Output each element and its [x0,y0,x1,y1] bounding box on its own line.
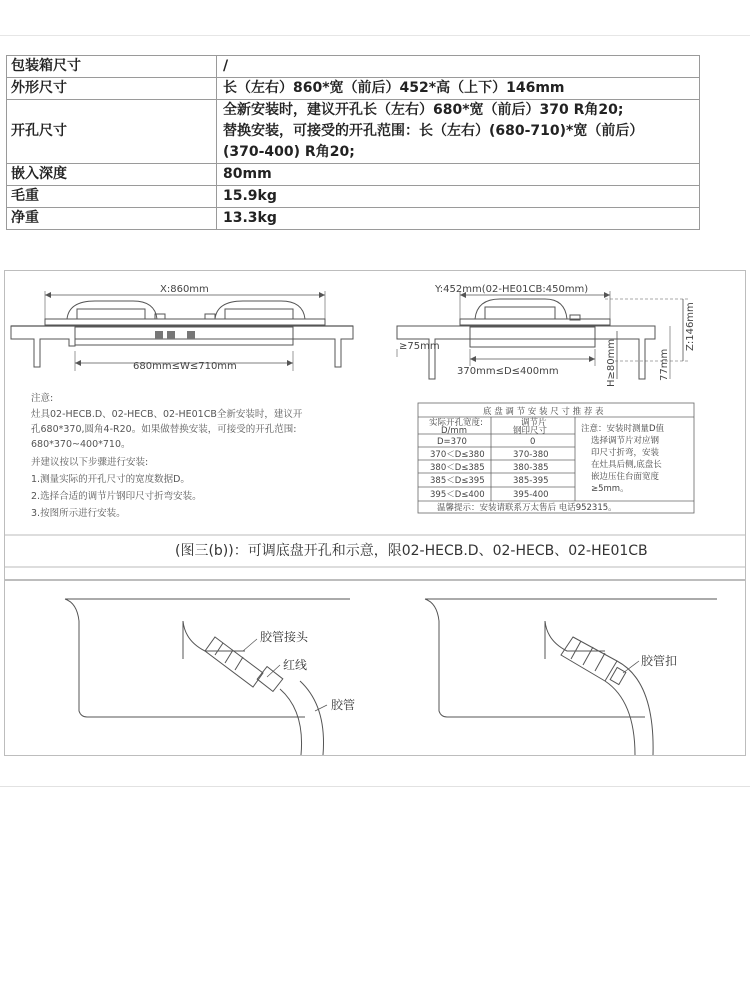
bottom-divider [0,786,750,787]
spec-label: 嵌入深度 [7,164,217,186]
spec-value: 13.3kg [217,208,700,230]
note-line: 3.按图所示进行安装。 [31,508,126,519]
hob-body-front [75,327,293,345]
table-title: 底 盘 调 节 安 装 尺 寸 推 荐 表 [483,407,604,417]
dim-77-label: 77mm [659,348,670,381]
table-side-note: 嵌边压住台面宽度 [591,472,660,482]
burner-right [215,301,305,319]
note-line: 1.测量实际的开孔尺寸的宽度数据D。 [31,474,190,485]
note-line: 灶具02-HECB.D、02-HECB、02-HE01CB全新安装时，建议开 [31,409,303,420]
install-notes [31,392,303,519]
installation-diagram-frame [4,270,746,580]
label-clamp: 胶管扣 [641,654,678,668]
table-side-note: 印尺寸折弯，安装 [591,448,660,458]
cutout-line-2: 替换安装，可接受的开孔范围：长（左右）(680-710)*宽（前后） [223,123,644,139]
table-cell: 380-385 [513,463,549,473]
dim-x-label: X:860mm [160,284,209,295]
spec-value: 长（左右）860*宽（前后）452*高（上下）146mm [217,78,700,100]
table-cell: 395-400 [513,490,549,500]
table-cell: 0 [530,437,536,447]
table-cell: 370＜D≤380 [430,450,485,460]
table-row [7,164,700,186]
spec-label: 净重 [7,208,217,230]
spec-label: 开孔尺寸 [7,100,217,164]
table-side-note: 注意：安装时测量D值 [581,424,665,434]
hose-connector-right [561,637,617,681]
table-row [7,78,700,100]
table-row [7,56,700,78]
note-line: 注意: [31,393,54,404]
label-red-line: 红线 [283,658,308,672]
hose-clamp [610,667,626,684]
spec-label: 外形尺寸 [7,78,217,100]
label-hose: 胶管 [331,698,356,712]
table-header: 实际开孔宽度: [429,418,483,428]
table-row [7,186,700,208]
table-header: D/mm [441,426,467,436]
spec-value: 80mm [217,164,700,186]
note-line: 680*370~400*710。 [31,439,131,450]
table-cell: 380＜D≤385 [430,463,485,473]
label-connector: 胶管接头 [260,630,309,644]
spec-label: 毛重 [7,186,217,208]
note-line: 2.选择合适的调节片钢印尺寸折弯安装。 [31,491,202,502]
burner-side [475,299,567,319]
spec-label: 包装箱尺寸 [7,56,217,78]
dim-offset-label: ≥75mm [399,341,440,352]
cutout-line-1: 全新安装时，建议开孔长（左右）680*宽（前后）370 R角20; [223,102,624,118]
cutout-line-3: (370-400) R角20; [223,144,355,160]
table-footer: 温馨提示：安装请联系万太售后 电话952315。 [437,503,617,513]
table-cell: 395＜D≤400 [430,490,485,500]
note-line: 并建议按以下步骤进行安装: [31,457,149,468]
hose-diagram [5,581,745,755]
top-divider [0,35,750,36]
dim-y-label: Y:452mm(02-HE01CB:450mm) [435,284,589,295]
table-side-note: ≥5mm。 [591,484,629,494]
hose-diagram-frame [4,580,746,756]
table-cell: 385＜D≤395 [430,476,485,486]
hose-connector-left [205,637,263,687]
hob-glass-side [460,319,610,325]
table-header: 钢印尺寸 [513,426,548,436]
dim-z-label: Z:146mm [685,302,696,351]
diagram-caption: (图三(b))：可调底盘开孔和示意，限02-HECB.D、02-HECB、02-HE01CB [175,543,648,559]
installation-diagram [5,271,745,579]
spec-value [217,100,700,164]
table-cell: 385-395 [513,476,549,486]
hob-body-side [470,327,595,347]
table-cell: D=370 [437,437,467,447]
spec-value: / [217,56,700,78]
burner-left [67,301,157,319]
dim-w-label: 680mm≤W≤710mm [133,361,237,372]
dim-h-label: H≥80mm [606,338,617,387]
table-side-note: 选择调节片对应钢 [591,436,660,446]
table-row [7,208,700,230]
note-line: 孔680*370,圆角4-R20。如果做替换安装，可接受的开孔范围: [31,424,297,435]
table-side-note: 在灶具后侧,底盘长 [591,460,662,470]
spec-table [6,55,700,230]
cabinet-outline-left [65,599,350,717]
hob-glass-front [45,319,325,325]
table-row [7,100,700,164]
table-header: 调节片 [521,418,547,428]
table-cell: 370-380 [513,450,549,460]
dim-d-label: 370mm≤D≤400mm [457,366,559,377]
spec-value: 15.9kg [217,186,700,208]
hose-left [280,681,324,755]
